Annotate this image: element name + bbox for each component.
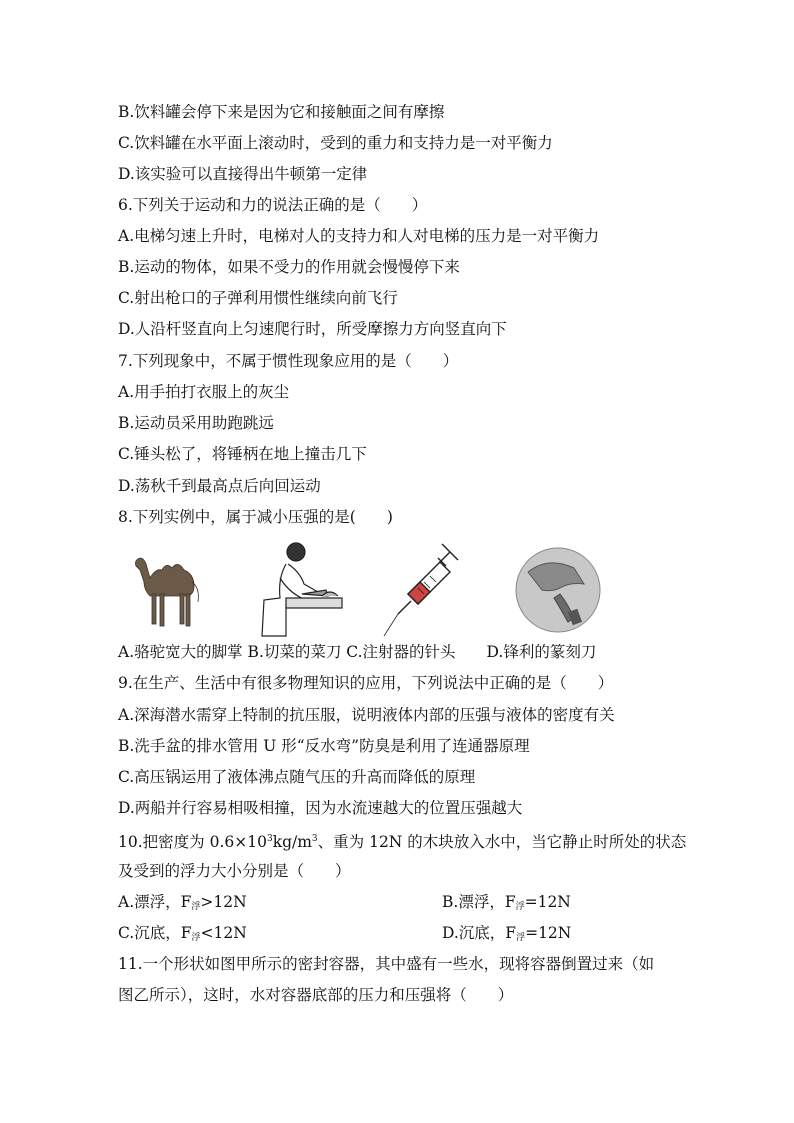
kitchen-knife-image <box>256 538 346 638</box>
q10-stem-continued: 及受到的浮力大小分别是（ ） <box>118 862 351 880</box>
q9-option-a: A.深海潜水需穿上特制的抗压服，说明液体内部的压强与液体的密度有关 <box>118 706 615 724</box>
camel-image <box>128 538 206 638</box>
q6-option-b: B.运动的物体，如果不受力的作用就会慢慢停下来 <box>118 258 460 276</box>
q7-option-a: A.用手拍打衣服上的灰尘 <box>118 383 290 401</box>
q10-option-b: B.漂浮，$F_浮=12N$ <box>442 893 571 912</box>
q6-option-d: D.人沿杆竖直向上匀速爬行时，所受摩擦力方向竖直向下 <box>118 320 507 338</box>
q6-option-c: C.射出枪口的子弹利用惯性继续向前飞行 <box>118 289 398 307</box>
q7-option-d: D.荡秋千到最高点后向回运动 <box>118 477 321 495</box>
q9-option-c: C.高压锅运用了液体沸点随气压的升高而降低的原理 <box>118 768 476 786</box>
q8-options: A.骆驼宽大的脚掌 B.切菜的菜刀 C.注射器的针头 D.锋利的篆刻刀 <box>118 643 597 661</box>
syringe-image <box>378 538 464 638</box>
q10-option-d: D.沉底，$F_浮=12N$ <box>442 924 572 943</box>
q5-option-d: D.该实验可以直接得出牛顿第一定律 <box>118 165 368 183</box>
q5-option-b: B.饮料罐会停下来是因为它和接触面之间有摩擦 <box>118 103 445 121</box>
q10-option-a: A.漂浮，$F_浮>12N$ <box>118 893 247 912</box>
q7-option-b: B.运动员采用助跑跳远 <box>118 414 274 432</box>
q9-option-b: B.洗手盆的排水管用 U 形“反水弯”防臭是利用了连通器原理 <box>118 737 530 755</box>
q11-stem-continued: 图乙所示），这时，水对容器底部的压力和压强将（ ） <box>118 986 514 1004</box>
q7-stem: 7.下列现象中，不属于惯性现象应用的是（ ） <box>118 352 459 370</box>
q10-option-c: C.沉底，$F_浮<12N$ <box>118 924 247 943</box>
q5-option-c: C.饮料罐在水平面上滚动时，受到的重力和支持力是一对平衡力 <box>118 134 553 152</box>
q9-stem: 9.在生产、生活中有很多物理知识的应用，下列说法中正确的是（ ） <box>118 674 614 692</box>
q8-stem: 8.下列实例中，属于减小压强的是( ) <box>118 508 393 526</box>
q11-stem: 11.一个形状如图甲所示的密封容器，其中盛有一些水，现将容器倒置过来（如 <box>118 955 655 973</box>
q9-option-d: D.两船并行容易相吸相撞，因为水流速越大的位置压强越大 <box>118 799 523 817</box>
q6-stem: 6.下列关于运动和力的说法正确的是（ ） <box>118 196 428 214</box>
engraving-knife-image <box>512 538 604 638</box>
q7-option-c: C.锤头松了，将锤柄在地上撞击几下 <box>118 445 367 463</box>
q6-option-a: A.电梯匀速上升时，电梯对人的支持力和人对电梯的压力是一对平衡力 <box>118 227 600 245</box>
q10-stem: 10.把密度为 $0.6\times 10^3kg/m^3$、重为 12N 的木块放入水中，当它静止时所处的状态 <box>118 833 687 851</box>
